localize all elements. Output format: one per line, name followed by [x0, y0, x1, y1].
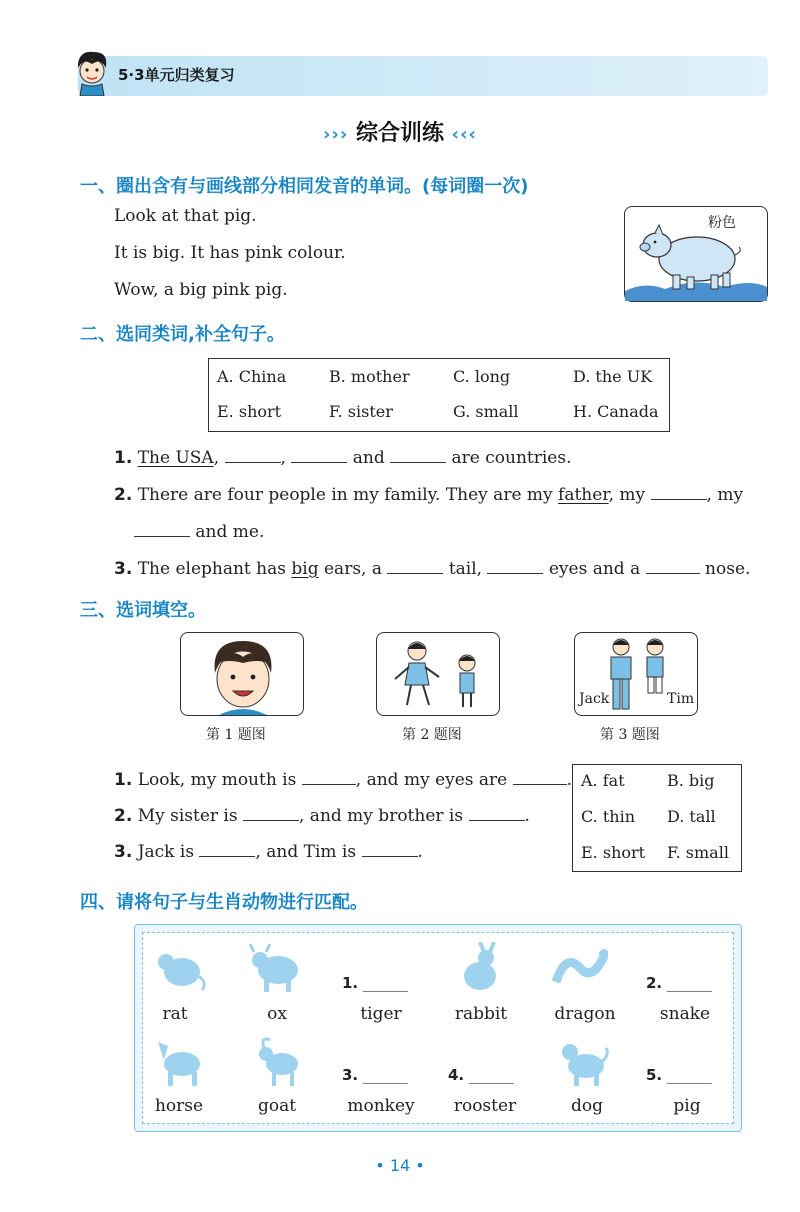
animal-horse: horse — [154, 1096, 204, 1116]
animal-rooster: rooster — [453, 1096, 517, 1116]
match-blank-3[interactable]: 3. ______ — [342, 1066, 408, 1084]
dragon-icon — [552, 942, 608, 994]
chevron-right-icon: ››› — [323, 124, 349, 145]
label-jack: Jack — [579, 691, 610, 707]
header-title: 5·3单元归类复习 — [118, 66, 235, 84]
answer-blank[interactable] — [487, 559, 543, 574]
picture-1 — [180, 632, 304, 716]
picture-2 — [376, 632, 500, 716]
underlined-word: father — [558, 485, 609, 505]
part3-options-box — [572, 764, 742, 872]
answer-blank[interactable] — [302, 770, 356, 785]
part1-heading: 一、圈出含有与画线部分相同发音的单词。(每词圈一次) — [80, 176, 529, 197]
animal-monkey: monkey — [347, 1096, 415, 1116]
picture-3 — [574, 632, 698, 716]
option-b: B. mother — [329, 367, 410, 386]
part3-question-3: 3. Jack is , and Tim is . — [114, 842, 423, 862]
animal-snake: snake — [659, 1004, 711, 1024]
answer-blank[interactable] — [199, 842, 255, 857]
option-c: C. long — [453, 367, 511, 386]
option-f: F. sister — [329, 402, 393, 421]
match-blank-2[interactable]: 2. ______ — [646, 974, 712, 992]
part4-heading: 四、请将句子与生肖动物进行匹配。 — [80, 892, 368, 913]
option-d: D. tall — [667, 807, 716, 826]
animal-tiger: tiger — [360, 1004, 402, 1024]
answer-blank[interactable] — [243, 806, 299, 821]
part1-line-2: It is big. It has pink colour. — [114, 243, 346, 263]
ox-icon — [248, 942, 304, 994]
section-title — [0, 116, 800, 147]
label-tim: Tim — [667, 691, 695, 707]
dog-icon — [556, 1036, 612, 1088]
option-a: A. China — [217, 367, 287, 386]
caption-1: 第 1 题图 — [206, 727, 266, 743]
answer-blank[interactable] — [513, 770, 567, 785]
page-number: • 14 • — [375, 1156, 425, 1175]
part1-line-3: Wow, a big pink pig. — [114, 280, 288, 300]
goat-icon — [252, 1036, 308, 1088]
answer-blank[interactable] — [362, 842, 418, 857]
answer-blank[interactable] — [469, 806, 525, 821]
answer-blank[interactable] — [646, 559, 700, 574]
pig-label: 粉色 — [708, 215, 736, 231]
section-title-text: 综合训练 — [355, 121, 444, 146]
part2-heading: 二、选同类词,补全句子。 — [80, 324, 285, 345]
answer-blank[interactable] — [651, 485, 707, 500]
option-b: B. big — [667, 771, 715, 790]
match-blank-5[interactable]: 5. ______ — [646, 1066, 712, 1084]
chevron-left-icon: ‹‹‹ — [451, 124, 477, 145]
rat-icon — [152, 942, 208, 994]
answer-blank[interactable] — [134, 522, 190, 537]
option-d: D. the UK — [573, 367, 653, 386]
pink-pig-icon — [625, 207, 767, 301]
answer-blank[interactable] — [291, 448, 347, 463]
horse-icon — [152, 1036, 208, 1088]
animal-goat: goat — [257, 1096, 297, 1116]
boy-mascot-icon — [72, 48, 112, 96]
caption-3: 第 3 题图 — [600, 727, 660, 743]
answer-blank[interactable] — [387, 559, 443, 574]
option-a: A. fat — [581, 771, 625, 790]
match-blank-1[interactable]: 1. ______ — [342, 974, 408, 992]
caption-2: 第 2 题图 — [402, 727, 462, 743]
pig-picture — [624, 206, 768, 302]
girl-and-boy-icon — [377, 633, 499, 715]
animal-pig: pig — [673, 1096, 701, 1116]
part3-question-1: 1. Look, my mouth is , and my eyes are . — [114, 770, 573, 790]
match-blank-4[interactable]: 4. ______ — [448, 1066, 514, 1084]
option-e: E. short — [217, 402, 282, 421]
rabbit-icon — [452, 942, 508, 994]
answer-blank[interactable] — [225, 448, 281, 463]
option-f: F. small — [667, 843, 729, 862]
part3-heading: 三、选词填空。 — [80, 600, 206, 621]
animal-rabbit: rabbit — [454, 1004, 508, 1024]
part2-question-3: 3. The elephant has big ears, a tail, eyes and a nose. — [114, 559, 751, 579]
underlined-word: The USA — [137, 448, 214, 468]
underlined-word: big — [291, 559, 319, 579]
part3-question-2: 2. My sister is , and my brother is . — [114, 806, 530, 826]
part2-question-1: 1. The USA, , and are countries. — [114, 448, 572, 468]
animal-rat: rat — [162, 1004, 188, 1024]
answer-blank[interactable] — [390, 448, 446, 463]
animal-dragon: dragon — [554, 1004, 616, 1024]
option-e: E. short — [581, 843, 646, 862]
animal-ox: ox — [267, 1004, 287, 1024]
part1-line-1: Look at that pig. — [114, 206, 257, 226]
option-h: H. Canada — [573, 402, 659, 421]
animal-dog: dog — [571, 1096, 603, 1116]
underlined-letter — [121, 243, 126, 263]
part2-question-2: 2. There are four people in my family. They are my father, my , my — [114, 485, 744, 505]
boy-face-icon — [181, 633, 303, 715]
option-c: C. thin — [581, 807, 635, 826]
part2-options-box — [208, 358, 670, 432]
option-g: G. small — [453, 402, 519, 421]
part2-question-2-cont: and me. — [134, 522, 264, 542]
